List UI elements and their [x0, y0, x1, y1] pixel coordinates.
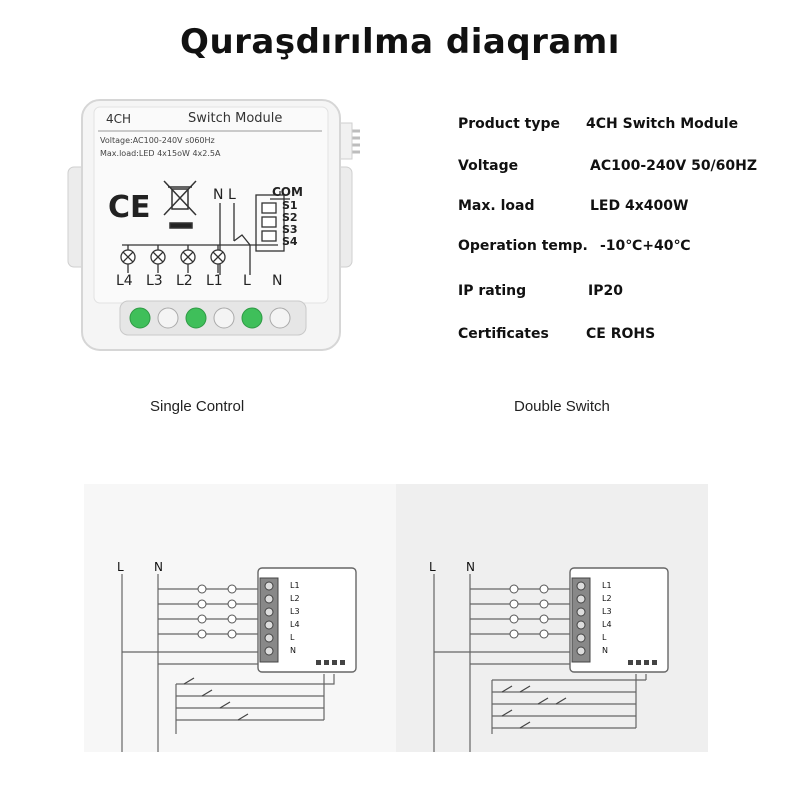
device-terminal-l1: L1 — [206, 273, 223, 289]
spec-label: Certificates — [458, 326, 549, 342]
wiring-diagram-double-switch — [396, 484, 708, 752]
device-model: 4CH — [106, 112, 132, 126]
caption-double-switch: Double Switch — [514, 398, 610, 415]
wire-label-n: N — [466, 560, 475, 574]
device-load-line: Max.load:LED 4x15oW 4x2.5A — [100, 149, 221, 158]
spec-label: Voltage — [458, 158, 519, 174]
wire-label-l: L — [117, 560, 124, 574]
module-terminal-n: N — [290, 646, 296, 655]
module-terminal-l: L — [290, 633, 295, 642]
spec-value: IP20 — [588, 283, 623, 299]
caption-single-control: Single Control — [150, 398, 245, 415]
device-terminal-l: L — [243, 273, 251, 289]
device-terminal-com: COM — [272, 185, 303, 199]
wire-label-l: L — [429, 560, 436, 574]
module-terminal-l3: L3 — [290, 607, 300, 616]
device-terminal-n: N — [272, 273, 283, 289]
device-terminal-l4: L4 — [116, 273, 133, 289]
spec-label: Operation temp. — [458, 238, 588, 254]
device-voltage-line: Voltage:AC100-240V s060Hz — [100, 136, 215, 145]
spec-label: IP rating — [458, 283, 527, 299]
wiring-diagram-svg — [396, 484, 708, 752]
wiring-diagram-single-control — [84, 484, 396, 752]
module-terminal-l3: L3 — [602, 607, 612, 616]
module-terminal-l4: L4 — [602, 620, 612, 629]
module-terminal-l2: L2 — [290, 594, 300, 603]
module-terminal-l4: L4 — [290, 620, 300, 629]
spec-label: Product type — [458, 116, 560, 132]
ce-mark: CE — [108, 190, 151, 225]
device-terminal-s1: S1 — [282, 199, 298, 212]
device-terminal-l3: L3 — [146, 273, 163, 289]
device-terminal-s4: S4 — [282, 235, 298, 248]
spec-value: LED 4x400W — [590, 198, 689, 214]
module-terminal-l2: L2 — [602, 594, 612, 603]
spec-value: 4CH Switch Module — [586, 116, 739, 132]
device-terminal-s2: S2 — [282, 211, 298, 224]
device-top-terminal-n: N — [213, 187, 224, 203]
module-terminal-l: L — [602, 633, 607, 642]
switch-module-illustration — [60, 95, 360, 355]
device-top-terminal-l: L — [228, 187, 236, 203]
wiring-diagram-svg — [84, 484, 396, 752]
wire-label-n: N — [154, 560, 163, 574]
device-terminal-l2: L2 — [176, 273, 193, 289]
spec-value: -10℃+40℃ — [600, 238, 691, 254]
device-terminal-s3: S3 — [282, 223, 298, 236]
module-terminal-n: N — [602, 646, 608, 655]
spec-value: AC100-240V 50/60HZ — [590, 158, 758, 174]
module-terminal-l1: L1 — [290, 581, 300, 590]
page-title: Quraşdırılma diaqramı — [180, 22, 620, 62]
switch-module-device — [60, 95, 360, 355]
spec-label: Max. load — [458, 198, 535, 214]
module-terminal-l1: L1 — [602, 581, 612, 590]
spec-value: CE ROHS — [586, 326, 656, 342]
device-name: Switch Module — [188, 111, 283, 126]
